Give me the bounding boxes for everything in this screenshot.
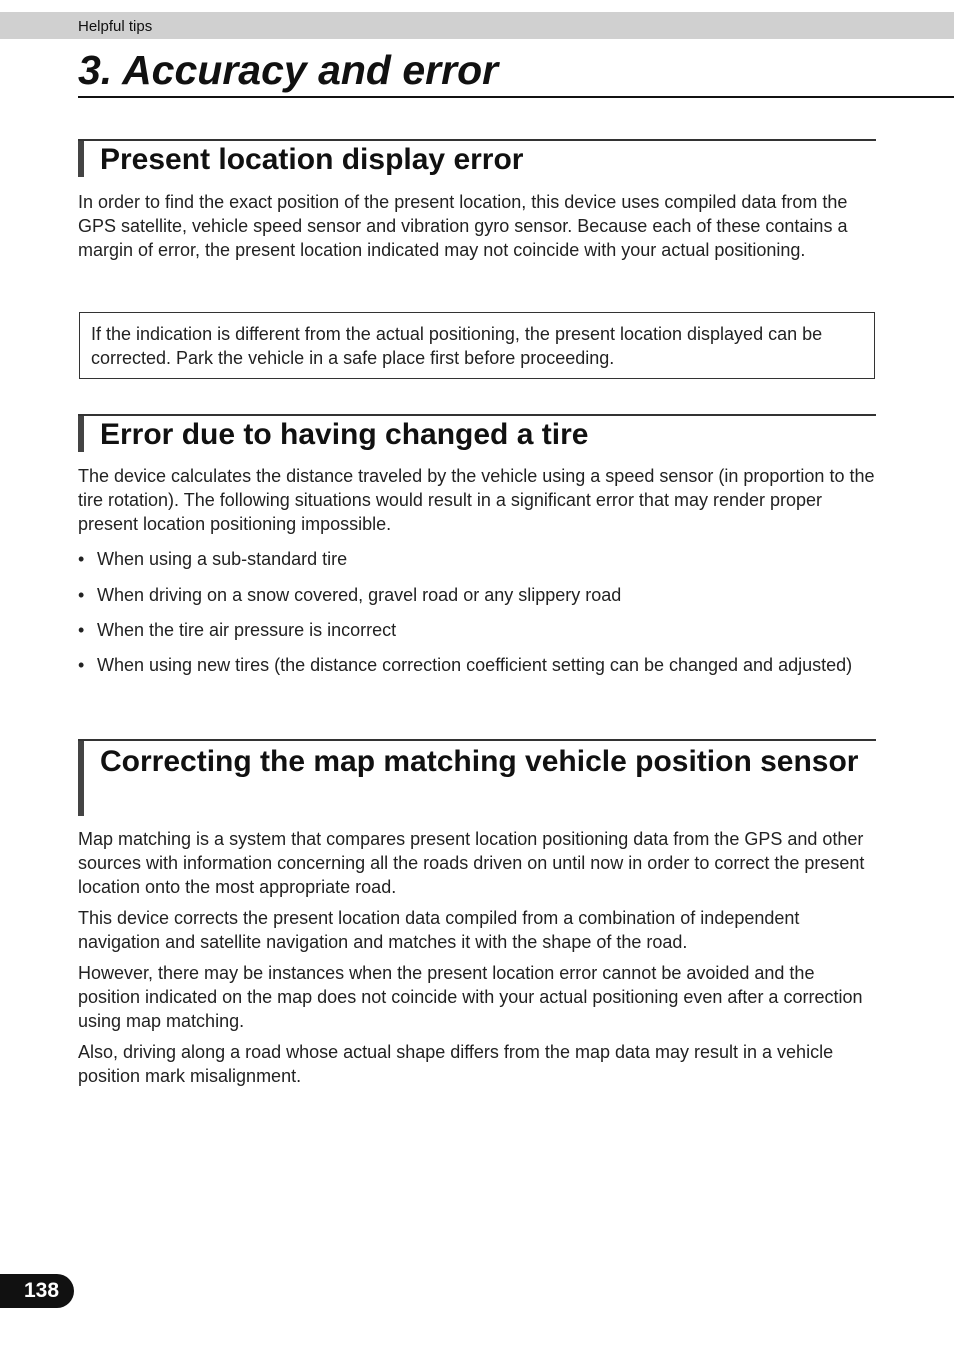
list-item: • When driving on a snow covered, gravel road or any slippery road [78,583,876,607]
section-present-location-error [78,139,876,262]
section-heading [78,414,876,452]
paragraph: This device corrects the present location data compiled from a combination of independent navigation and satellite navigation and matches it with the shape of the road. [78,908,800,952]
paragraph: In order to find the exact position of the present location, this device uses compiled data from the GPS satellite, vehicle speed sensor and vibration gyro sensor. Because each of these contains a margin of error, the present location indicated may not coincide with your actual positioning. [78,192,848,260]
section-heading [78,139,876,177]
page-number: 138 [0,1274,74,1308]
note-box: If the indication is different from the actual positioning, the present location displayed can be corrected. Park the vehicle in a safe place first before proceeding. [79,312,875,379]
running-header [0,12,954,39]
paragraph: However, there may be instances when the present location error cannot be avoided and the position indicated on the map does not coincide with your actual positioning even after a correction using map matching. [78,963,863,1031]
list-item: • When the tire air pressure is incorrect [78,618,876,642]
section-map-matching [78,739,876,1088]
section-title: Correcting the map matching vehicle position sensor [100,745,859,778]
paragraph: Map matching is a system that compares present location positioning data from the GPS and other sources with information concerning all the roads driven on until now in order to correct the present location onto the most appropriate road. [78,829,865,897]
list-item: • When using a sub-standard tire [78,547,876,571]
section-title: Present location display error [100,143,524,176]
section-title: Error due to having changed a tire [100,418,589,451]
paragraph: The device calculates the distance traveled by the vehicle using a speed sensor (in proportion to the tire rotation). The following situations would result in a significant error that may render proper present location positioning impossible. [78,466,875,534]
section-tire-error [78,414,876,677]
paragraph: Also, driving along a road whose actual shape differs from the map data may result in a vehicle position mark misalignment. [78,1042,834,1086]
section-heading [78,739,876,816]
chapter-title: 3. Accuracy and error [78,46,954,98]
running-header-label: Helpful tips [78,18,153,35]
list-item: • When using new tires (the distance correction coefficient setting can be changed and adjusted) [78,653,876,677]
bullet-list [78,547,876,677]
